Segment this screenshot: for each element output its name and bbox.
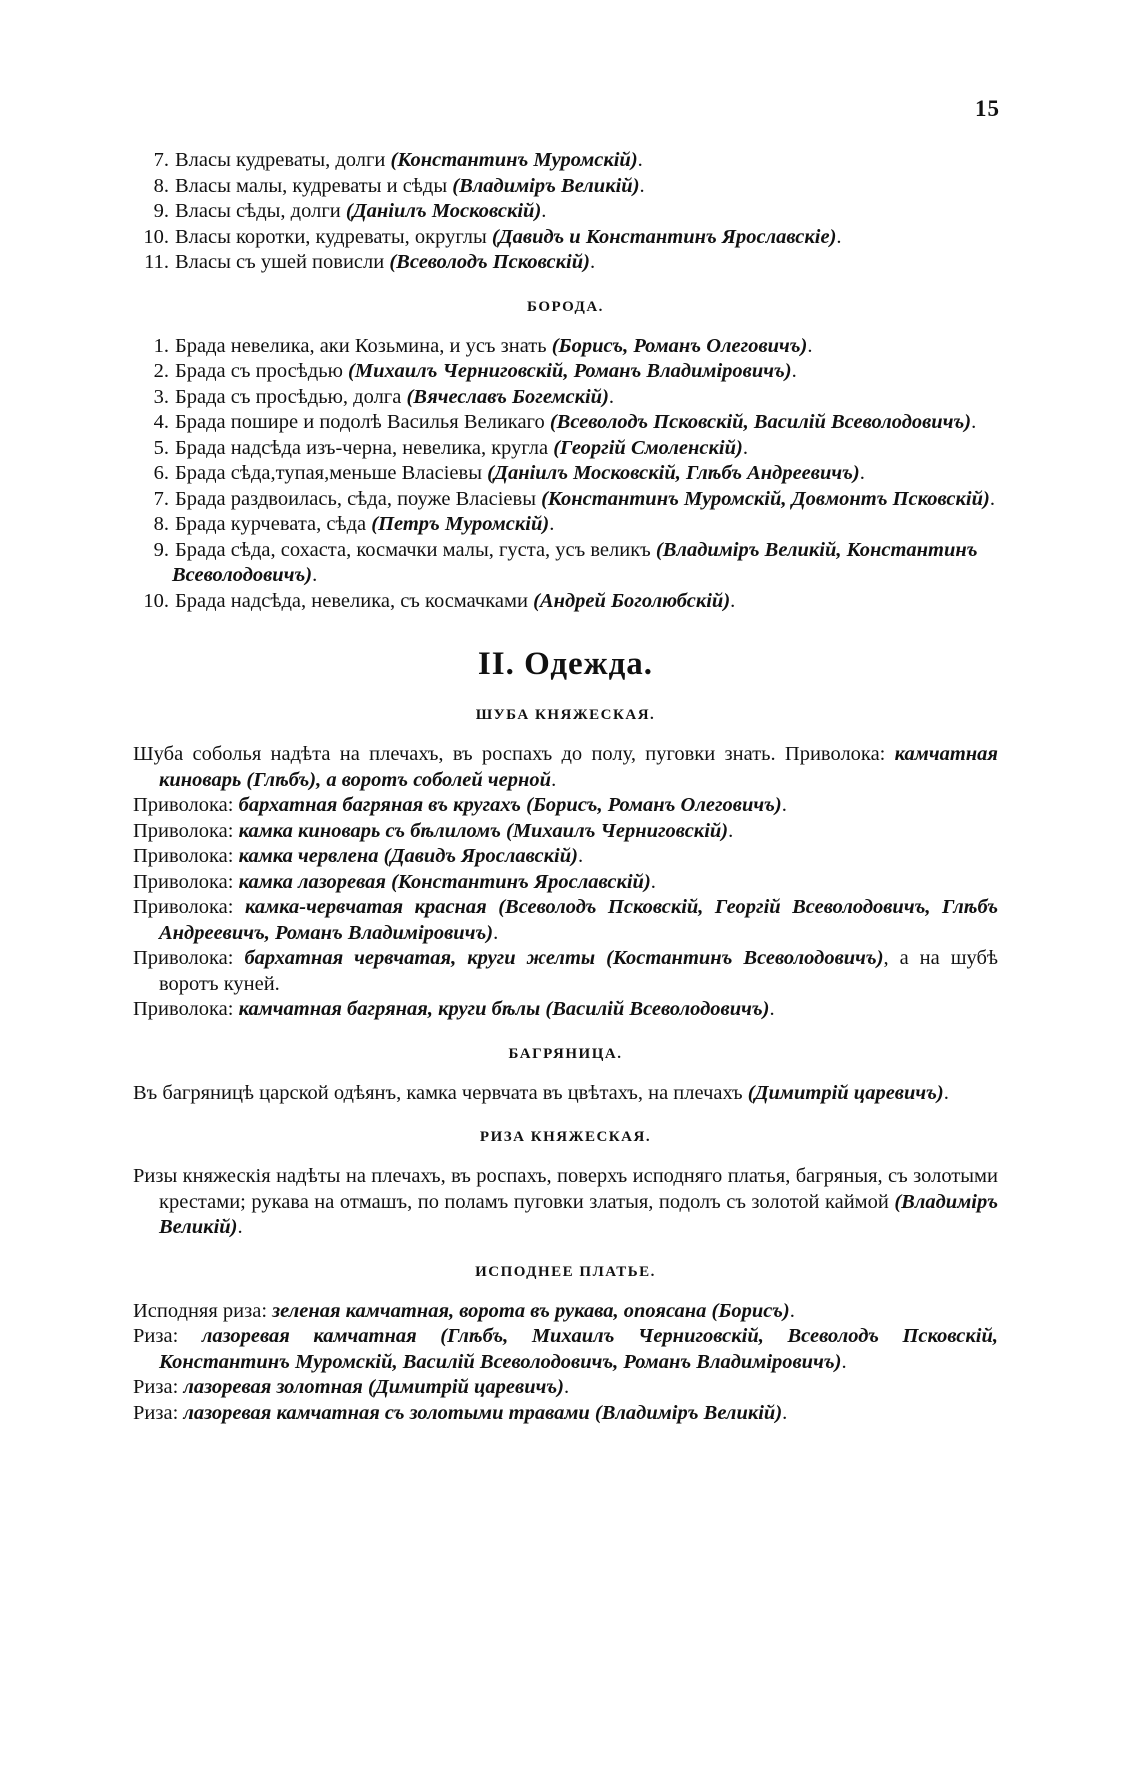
entry: Исподняя риза: зеленая камчатная, ворота въ рукава, опоясана (Борисъ). bbox=[133, 1299, 795, 1322]
list-item: 2. Брада съ просѣдью (Михаилъ Черниговскій, Романъ Владиміровичъ). bbox=[153, 360, 797, 382]
list-item: 5. Брада надсѣда изъ-черна, невелика, кругла (Георгій Смоленскій). bbox=[153, 436, 748, 459]
undergarment-entries bbox=[133, 1299, 998, 1427]
fur-coat-entries bbox=[133, 742, 998, 1023]
list-item: 9. Брада сѣда, сохаста, космачки малы, густа, усъ великъ (Владиміръ Великій, Константинъ Всеволодовичъ). bbox=[153, 538, 978, 586]
undergarment-heading: ИСПОДНЕЕ ПЛАТЬЕ. bbox=[475, 1263, 656, 1280]
list-item: 6. Брада сѣда,тупая,меньше Власіевы (Даніилъ Московскій, Глѣбъ Андреевичъ). bbox=[153, 462, 865, 484]
entry: Приволока: камка киноварь съ бѣлиломъ (Михаилъ Черниговскій). bbox=[133, 819, 734, 842]
entry: Риза: лазоревая камчатная съ золотыми травами (Владиміръ Великій). bbox=[133, 1401, 788, 1424]
list-item: 7. Власы кудреваты, долги (Константинъ Муромскій). bbox=[153, 149, 643, 171]
list-item: 3. Брада съ просѣдью, долга (Вячеславъ Богемскій). bbox=[153, 385, 615, 408]
entry: Приволока: камка лазоревая (Константинъ Ярославскій). bbox=[133, 870, 656, 893]
page-content bbox=[133, 148, 998, 1426]
entry: Приволока: камчатная багряная, круги бѣлы (Василій Всеволодовичъ). bbox=[133, 998, 775, 1020]
hair-list bbox=[133, 148, 998, 276]
list-item: 9. Власы сѣды, долги (Даніилъ Московскій). bbox=[153, 200, 547, 222]
entry: Въ багряницѣ царской одѣянъ, камка червчата въ цвѣтахъ, на плечахъ (Димитрій царевичъ). bbox=[133, 1081, 949, 1104]
entry: Ризы княжескія надѣты на плечахъ, въ роспахъ, поверхъ исподняго платья, багряныя, съ золотыми крестами; рукава на отмашъ, по поламъ пуговки златыя, подолъ съ золотой каймой (Владиміръ Великій). bbox=[133, 1165, 998, 1238]
purple-robe-heading: БАГРЯНИЦА. bbox=[508, 1045, 623, 1062]
princely-robe-heading: РИЗА КНЯЖЕСКАЯ. bbox=[479, 1129, 652, 1145]
page-number: 15 bbox=[975, 96, 1000, 121]
entry: Риза: лазоревая золотная (Димитрій царевичъ). bbox=[133, 1376, 570, 1398]
entry: Шуба соболья надѣта на плечахъ, въ роспахъ до полу, пуговки знать. Приволока: камчатная киноварь (Глѣбъ), а воротъ соболей черной. bbox=[133, 743, 998, 791]
beard-list bbox=[133, 334, 998, 615]
section-title: II. Одежда. bbox=[477, 646, 654, 682]
list-item: 4. Брада пошире и подолѣ Василья Великаго (Всеволодъ Псковскій, Василій Всеволодовичъ). bbox=[153, 411, 977, 433]
list-item: 7. Брада раздвоилась, сѣда, поуже Власіевы (Константинъ Муромскій, Довмонтъ Псковскій). bbox=[153, 487, 995, 510]
list-item: 1. Брада невелика, аки Козьмина, и усъ знать (Борисъ, Романъ Олеговичъ). bbox=[153, 334, 813, 357]
entry: Приволока: бархатная червчатая, круги желты (Костантинъ Всеволодовичъ), а на шубѣ воротъ куней. bbox=[133, 947, 999, 995]
entry: Приволока: бархатная багряная въ кругахъ (Борисъ, Романъ Олеговичъ). bbox=[133, 794, 787, 816]
entry: Риза: лазоревая камчатная (Глѣбъ, Михаилъ Черниговскій, Всеволодъ Псковскій, Константинъ Муромскій, Василій Всеволодовичъ, Романъ Владиміровичъ). bbox=[133, 1325, 998, 1373]
entry: Приволока: камка червлена (Давидъ Ярославскій). bbox=[133, 845, 584, 867]
entry: Приволока: камка-червчатая красная (Всеволодъ Псковскій, Георгій Всеволодовичъ, Глѣбъ Андреевичъ, Романъ Владиміровичъ). bbox=[133, 896, 998, 944]
princely-robe-entries bbox=[133, 1164, 998, 1241]
list-item: 11. Власы съ ушей повисли (Всеволодъ Псковскій). bbox=[144, 251, 596, 273]
list-item: 8. Брада курчевата, сѣда (Петръ Муромскій). bbox=[153, 513, 555, 535]
list-item: 10. Власы коротки, кудреваты, округлы (Давидъ и Константинъ Ярославскіе). bbox=[143, 225, 842, 248]
fur-coat-heading: ШУБА КНЯЖЕСКАЯ. bbox=[475, 707, 656, 723]
beard-heading: БОРОДА. bbox=[527, 298, 604, 315]
purple-robe-entries bbox=[133, 1081, 998, 1107]
list-item: 10. Брада надсѣда, невелика, съ космачками (Андрей Боголюбскій). bbox=[143, 589, 736, 612]
list-item: 8. Власы малы, кудреваты и сѣды (Владиміръ Великій). bbox=[153, 174, 645, 197]
